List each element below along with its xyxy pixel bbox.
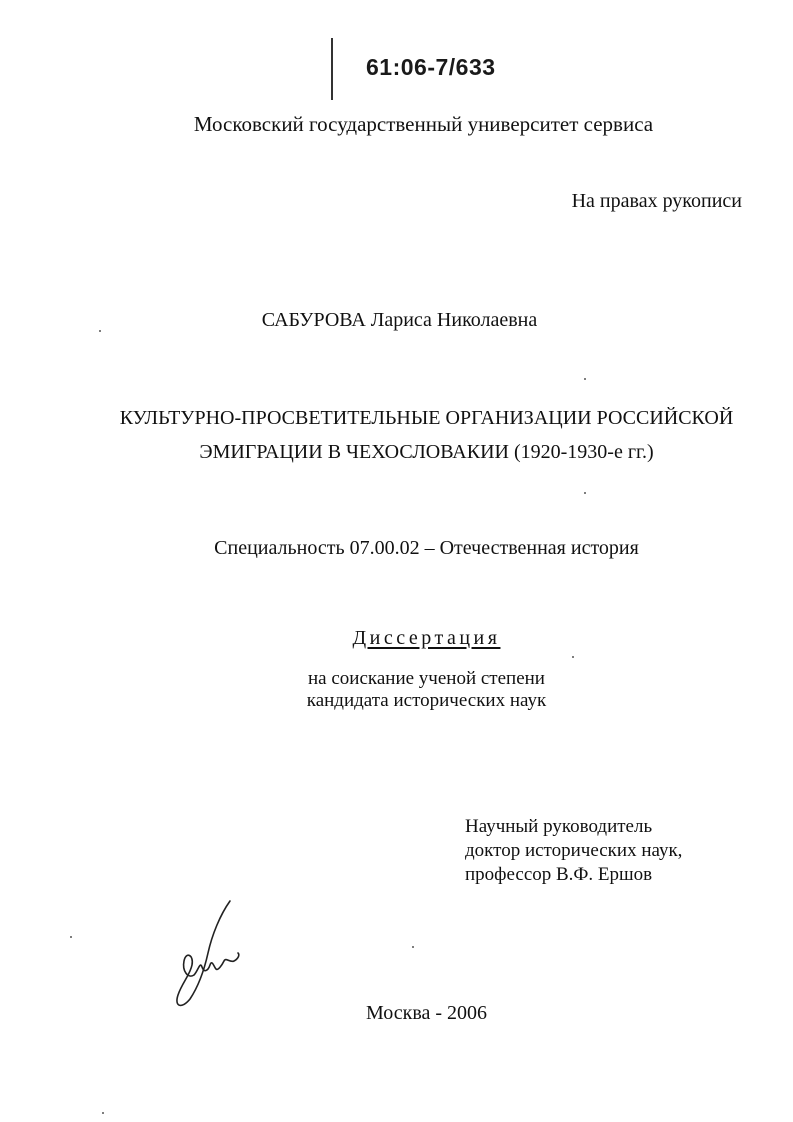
dissertation-title-line-1: КУЛЬТУРНО-ПРОСВЕТИТЕЛЬНЫЕ ОРГАНИЗАЦИИ РОССИЙСКОЙ — [119, 407, 734, 429]
library-stamp-code: 61:06-7/633 — [366, 54, 496, 80]
handwritten-signature-icon — [168, 895, 248, 1015]
scan-speck — [584, 492, 586, 494]
scan-speck — [412, 946, 414, 948]
scan-speck — [572, 656, 574, 658]
supervisor-degree: доктор исторических наук, — [465, 840, 683, 861]
scan-speck — [70, 936, 72, 938]
document-type-label: Диссертация — [352, 627, 501, 649]
city-and-year: Москва - 2006 — [365, 1002, 488, 1024]
scan-speck — [102, 1112, 104, 1114]
author-name: САБУРОВА Лариса Николаевна — [261, 309, 538, 331]
specialty: Специальность 07.00.02 – Отечественная история — [214, 537, 639, 559]
rights-note: На правах рукописи — [571, 190, 742, 212]
degree-line-2: кандидата исторических наук — [306, 690, 547, 711]
scan-speck — [99, 330, 101, 332]
document-type — [30, 626, 793, 650]
stamp-divider — [331, 38, 333, 100]
degree-line-1: на соискание ученой степени — [308, 668, 545, 689]
supervisor-name: профессор В.Ф. Ершов — [465, 864, 653, 885]
scan-speck — [584, 378, 586, 380]
university-name: Московский государственный университет сервиса — [193, 112, 654, 136]
dissertation-title-line-2: ЭМИГРАЦИИ В ЧЕХОСЛОВАКИИ (1920-1930-е гг.) — [199, 441, 654, 463]
supervisor-block — [465, 815, 682, 887]
supervisor-role: Научный руководитель — [465, 816, 653, 837]
